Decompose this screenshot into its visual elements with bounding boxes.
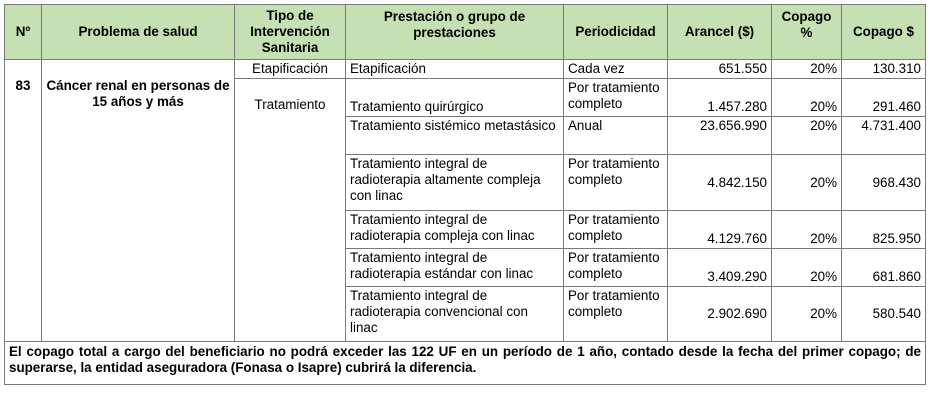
arancel-cell: 4.129.760 (668, 211, 772, 249)
footer-note: El copago total a cargo del beneficiario no podrá exceder las 122 UF en un período de 1 año, contado desde la fecha del primer copago; de superarse, la entidad aseguradora (Fonasa o Isapre) cubrirá la diferencia. (5, 342, 926, 385)
header-periodicidad: Periodicidad (564, 5, 668, 60)
copago-cell: 130.310 (842, 60, 926, 79)
prestacion-cell: Tratamiento integral de radioterapia altamente compleja con linac (346, 155, 564, 211)
prestacion-cell: Etapificación (346, 60, 564, 79)
copago-pct-cell: 20% (772, 60, 842, 79)
periodicidad-cell: Por tratamiento completo (564, 249, 668, 287)
periodicidad-cell: Cada vez (564, 60, 668, 79)
arancel-cell: 651.550 (668, 60, 772, 79)
copago-cell: 580.540 (842, 287, 926, 342)
header-arancel: Arancel ($) (668, 5, 772, 60)
copago-pct-cell: 20% (772, 249, 842, 287)
periodicidad-cell: Por tratamiento completo (564, 287, 668, 342)
footer-row (5, 342, 926, 385)
prestacion-cell: Tratamiento integral de radioterapia compleja con linac (346, 211, 564, 249)
copago-cell: 968.430 (842, 155, 926, 211)
header-copago-monto: Copago $ (842, 5, 926, 60)
copago-cell: 681.860 (842, 249, 926, 287)
copago-pct-cell: 20% (772, 287, 842, 342)
periodicidad-cell: Por tratamiento completo (564, 155, 668, 211)
problem-name: Cáncer renal en personas de 15 años y más (42, 60, 235, 342)
periodicidad-cell: Por tratamiento completo (564, 79, 668, 117)
copago-cell: 291.460 (842, 79, 926, 117)
tipo-tratamiento: Tratamiento (235, 79, 346, 342)
arancel-cell: 3.409.290 (668, 249, 772, 287)
arancel-cell: 1.457.280 (668, 79, 772, 117)
copago-table (4, 4, 926, 385)
header-prestacion: Prestación o grupo de prestaciones (346, 5, 564, 60)
copago-pct-cell: 20% (772, 79, 842, 117)
header-tipo: Tipo de Intervención Sanitaria (235, 5, 346, 60)
header-num: Nº (5, 5, 42, 60)
periodicidad-cell: Anual (564, 117, 668, 155)
problem-number: 83 (5, 60, 42, 342)
header-row (5, 5, 926, 60)
periodicidad-cell: Por tratamiento completo (564, 211, 668, 249)
prestacion-cell: Tratamiento quirúrgico (346, 79, 564, 117)
copago-pct-cell: 20% (772, 155, 842, 211)
arancel-cell: 23.656.990 (668, 117, 772, 155)
copago-pct-cell: 20% (772, 117, 842, 155)
tipo-etapificacion: Etapificación (235, 60, 346, 79)
copago-cell: 4.731.400 (842, 117, 926, 155)
prestacion-cell: Tratamiento integral de radioterapia convencional con linac (346, 287, 564, 342)
copago-pct-cell: 20% (772, 211, 842, 249)
arancel-cell: 2.902.690 (668, 287, 772, 342)
prestacion-cell: Tratamiento sistémico metastásico (346, 117, 564, 155)
header-copago-pct: Copago % (772, 5, 842, 60)
arancel-cell: 4.842.150 (668, 155, 772, 211)
table-row (5, 60, 926, 79)
copago-cell: 825.950 (842, 211, 926, 249)
prestacion-cell: Tratamiento integral de radioterapia estándar con linac (346, 249, 564, 287)
header-problema: Problema de salud (42, 5, 235, 60)
